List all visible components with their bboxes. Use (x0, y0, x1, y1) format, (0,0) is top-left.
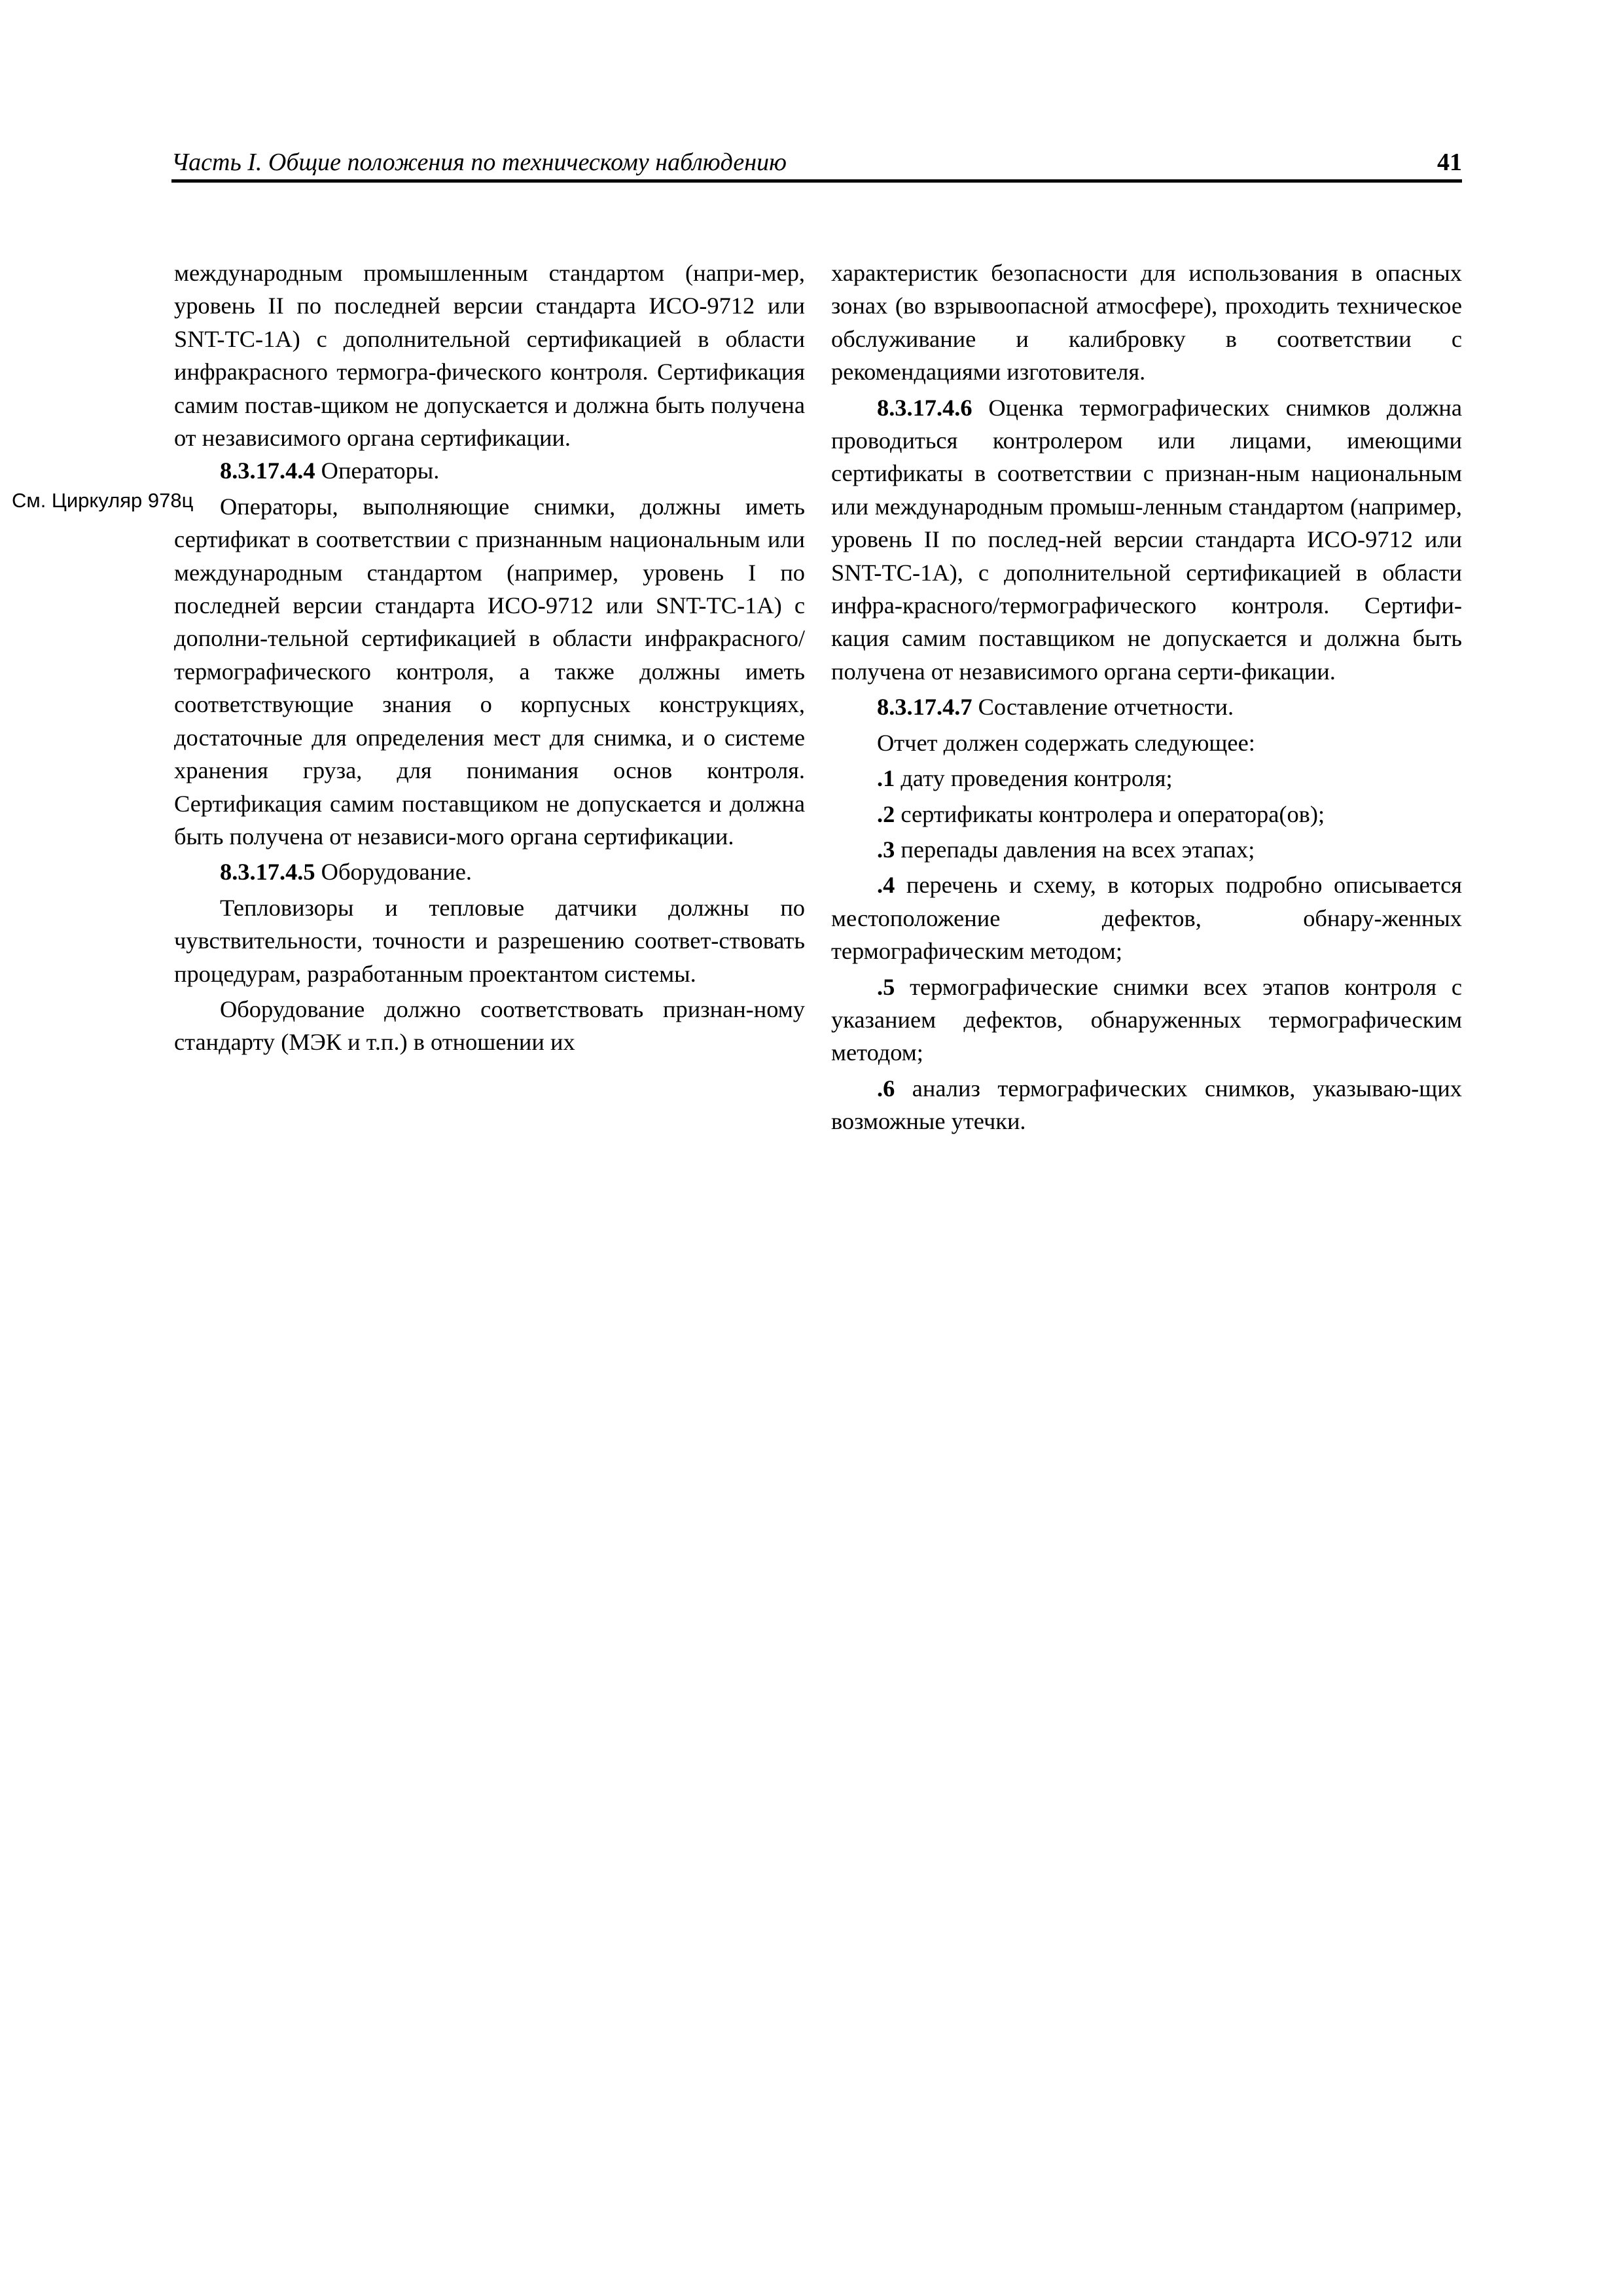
section-number: 8.3.17.4.7 (877, 694, 972, 721)
list-item (831, 869, 1462, 967)
list-item (831, 833, 1462, 866)
list-item-number: .1 (877, 765, 895, 792)
section-number: 8.3.17.4.4 (220, 457, 315, 484)
margin-note: См. Циркуляр 978ц (12, 489, 194, 512)
section-evaluation (831, 391, 1462, 689)
section-heading-equipment (174, 855, 805, 888)
list-item (831, 762, 1462, 795)
list-item-text: перепады давления на всех этапах; (895, 836, 1255, 863)
right-column (831, 257, 1462, 1138)
list-item-number: .6 (877, 1075, 895, 1102)
section-heading-reporting (831, 691, 1462, 723)
section-heading-operators (174, 454, 805, 487)
list-item (831, 971, 1462, 1069)
section-title: Операторы. (315, 457, 440, 484)
left-column (174, 257, 805, 1059)
list-item-text: термографические снимки всех этапов контроля с указанием дефектов, обнаруженных термографическим методом; (831, 973, 1462, 1066)
list-item-number: .3 (877, 836, 895, 863)
list-item-text: сертификаты контролера и оператора(ов); (895, 800, 1325, 827)
section-text: Оценка термографических снимков должна проводиться контролером или лицами, имеющими сертификаты в соответствии с признан-ным национальным или международным промыш-ленным стандартом (например, уровень II по послед-ней версии стандарта ИСО-9712 или SNT-TC-1A), с дополнительной сертификацией в области инфра-красного/термографического контроля. Сертифи-кация самим поставщиком не допускается и должна быть получена от независимого органа серти-фикации. (831, 394, 1462, 685)
paragraph: Отчет должен содержать следующее: (877, 729, 1255, 756)
running-header-title: Часть I. Общие положения по техническому наблюдению (171, 149, 787, 176)
section-title: Оборудование. (315, 859, 473, 886)
paragraph: Оборудование должно соответствовать признан-ному стандарту (МЭК и т.п.) в отношении их (174, 996, 805, 1056)
section-number: 8.3.17.4.6 (877, 394, 972, 421)
list-item-number: .5 (877, 973, 895, 1000)
list-item (831, 1072, 1462, 1138)
paragraph: характеристик безопасности для использования в опасных зонах (во взрывоопасной атмосфере), проходить техническое обслуживание и калибровку в соответствии с рекомендациями изготовителя. (831, 260, 1462, 386)
paragraph: Операторы, выполняющие снимки, должны иметь сертификат в соответствии с признанным национальным или международным стандартом (например, уровень I по последней версии стандарта ИСО-9712 или SNT-TC-1A) с дополни-тельной сертификацией в области инфракрасного/ термографического контроля, а также должны иметь соответствующие знания о корпусных конструкциях, достаточные для определения мест для снимка, и о системе хранения груза, для понимания основ контроля. Сертификация самим поставщиком не допускается и должна быть получена от независи-мого органа сертификации. (174, 493, 805, 850)
section-title: Составление отчетности. (972, 694, 1234, 721)
paragraph: международным промышленным стандартом (напри-мер, уровень II по последней версии стандарта ИСО-9712 или SNT-TC-1A) с дополнительной сертификацией в области инфракрасного термогра-фического контроля. Сертификация самим постав-щиком не допускается и должна быть получена от независимого органа сертификации. (174, 260, 805, 452)
page-header (171, 147, 1462, 181)
header-rule (171, 179, 1462, 183)
list-item-number: .4 (877, 872, 895, 899)
list-item-text: дату проведения контроля; (895, 765, 1173, 792)
list-item-number: .2 (877, 800, 895, 827)
list-item-text: анализ термографических снимков, указываю-щих возможные утечки. (831, 1075, 1462, 1135)
section-number: 8.3.17.4.5 (220, 859, 315, 886)
list-item-text: перечень и схему, в которых подробно описывается местоположение дефектов, обнару-женных термографическим методом; (831, 872, 1462, 965)
page-number: 41 (1437, 149, 1462, 176)
paragraph: Тепловизоры и тепловые датчики должны по чувствительности, точности и разрешению соответ-ствовать процедурам, разработанным проектантом системы. (174, 894, 805, 987)
list-item (831, 798, 1462, 831)
